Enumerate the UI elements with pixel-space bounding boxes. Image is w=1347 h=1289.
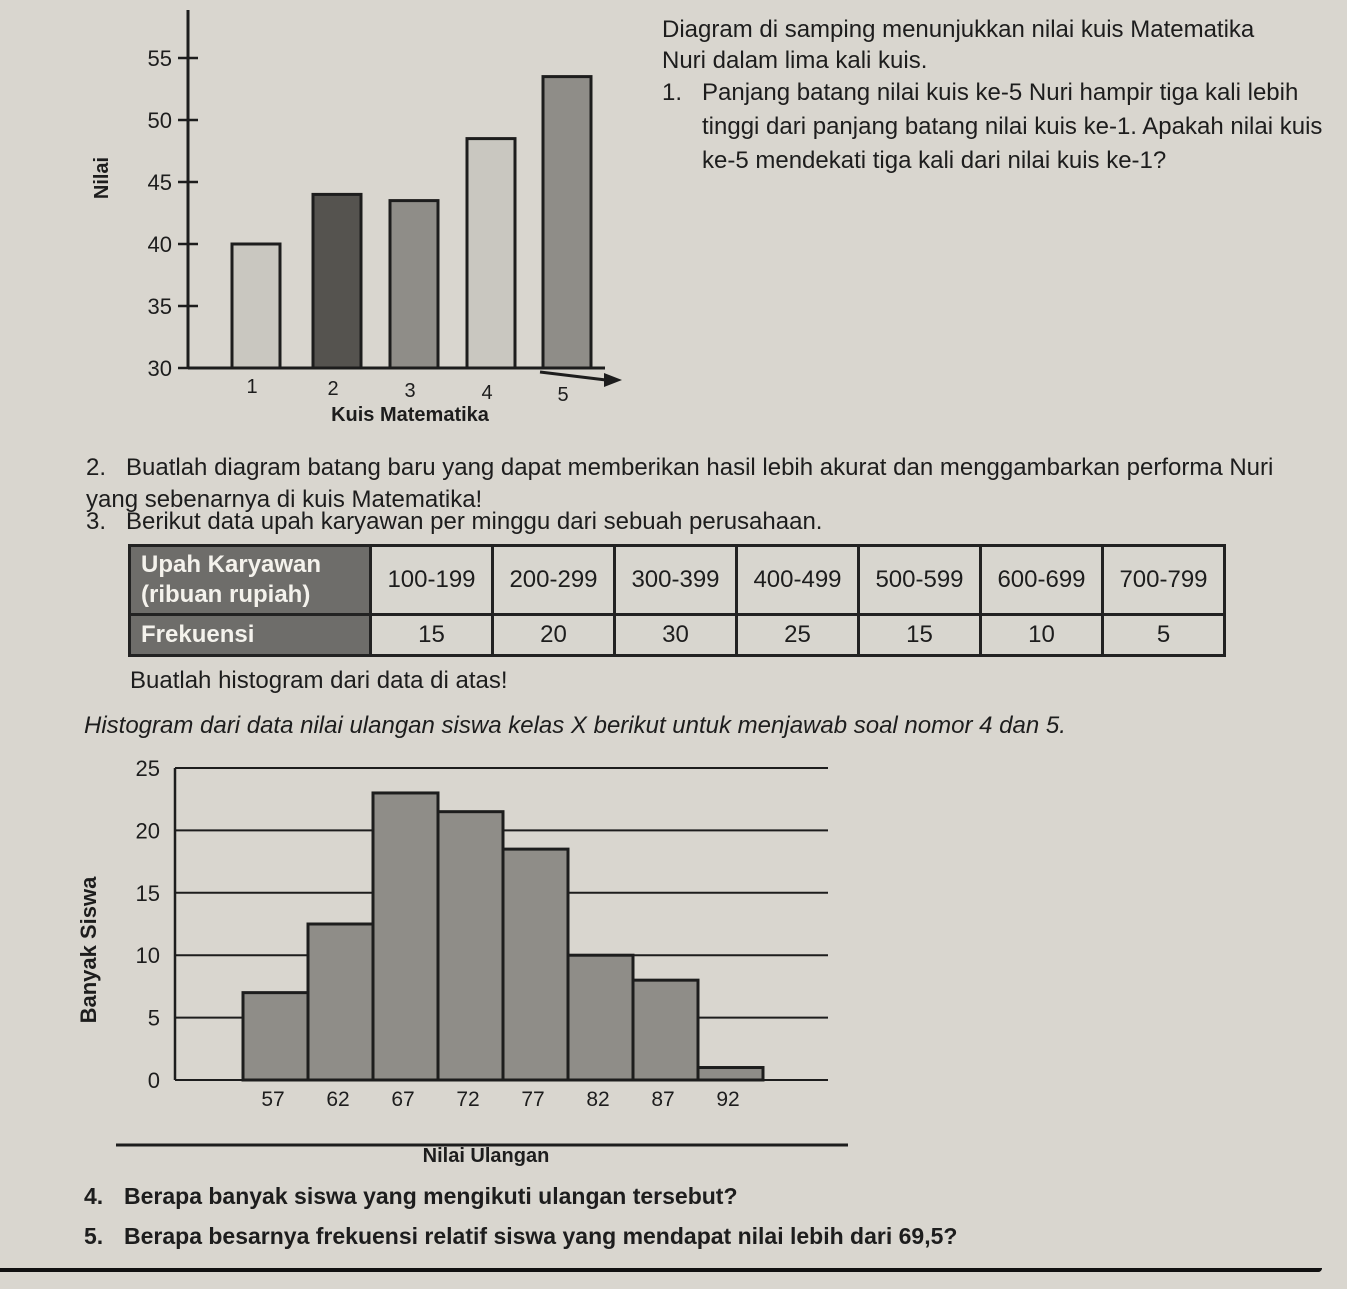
y-tick-label: 15 xyxy=(135,880,160,906)
question-3 xyxy=(86,506,1316,538)
question-2-text: Buatlah diagram batang baru yang dapat memberikan hasil lebih akurat dan menggambarkan performa Nuri yang sebenarnya di kuis Matematika! xyxy=(86,454,1274,513)
x-tick-label: 92 xyxy=(716,1088,740,1111)
question-4-number: 4. xyxy=(84,1183,104,1209)
histogram-bar xyxy=(373,793,438,1080)
question-1-text: Panjang batang nilai kuis ke-5 Nuri hampir tiga kali lebih tinggi dari panjang batang nilai kuis ke-1. Apakah nilai kuis ke-5 mendekati tiga kali dari nilai kuis ke-1? xyxy=(702,79,1323,174)
y-tick-label: 35 xyxy=(147,294,172,319)
frequency-cell: 25 xyxy=(737,615,859,656)
x-tick-label: 57 xyxy=(261,1088,285,1111)
histogram-bar xyxy=(503,849,568,1080)
score-histogram xyxy=(0,740,860,1180)
y-tick-label: 45 xyxy=(147,170,172,195)
question-3-instruction: Buatlah histogram dari data di atas! xyxy=(130,667,508,694)
wage-table xyxy=(128,544,1226,657)
frequency-cell: 5 xyxy=(1103,615,1225,656)
quiz-bar xyxy=(232,244,280,368)
histogram-bar xyxy=(633,980,698,1080)
y-tick-label: 0 xyxy=(147,1068,160,1093)
x-axis-title: Kuis Matematika xyxy=(331,404,489,426)
x-axis-arrow xyxy=(604,373,622,387)
y-axis-title: Banyak Siswa xyxy=(76,876,101,1024)
x-tick-label: 2 xyxy=(327,378,339,400)
x-tick-label: 3 xyxy=(404,380,416,402)
x-tick-label: 87 xyxy=(651,1088,675,1111)
y-tick-label: 25 xyxy=(135,756,160,781)
quiz-bar xyxy=(543,77,591,368)
x-tick-label: 72 xyxy=(456,1088,480,1111)
x-tick-label: 1 xyxy=(246,376,258,398)
quiz-bar xyxy=(467,139,515,368)
question-4 xyxy=(84,1183,738,1210)
histogram-bar xyxy=(438,812,503,1080)
x-tick-label: 5 xyxy=(557,384,569,406)
histogram-bar xyxy=(698,1068,763,1080)
y-tick-label: 20 xyxy=(135,818,160,844)
frequency-cell: 15 xyxy=(859,615,981,656)
intro-line-2: Nuri dalam lima kali kuis. xyxy=(662,47,928,74)
wage-range-cell: 100-199 xyxy=(371,546,493,615)
quiz-bar xyxy=(390,201,438,368)
quiz-bar xyxy=(313,194,361,368)
quiz-bar-chart xyxy=(0,0,640,440)
wage-range-cell: 200-299 xyxy=(493,546,615,615)
frequency-cell: 30 xyxy=(615,615,737,656)
x-axis-line-end xyxy=(540,372,606,380)
y-tick-label: 55 xyxy=(147,46,172,71)
frequency-cell: 15 xyxy=(371,615,493,656)
question-5-text: Berapa besarnya frekuensi relatif siswa yang mendapat nilai lebih dari 69,5? xyxy=(124,1223,958,1249)
y-tick-label: 5 xyxy=(147,1005,160,1031)
x-tick-label: 67 xyxy=(391,1088,415,1111)
x-tick-label: 62 xyxy=(326,1088,350,1111)
question-5 xyxy=(84,1223,957,1250)
y-tick-label: 40 xyxy=(147,232,172,257)
y-tick-label: 50 xyxy=(147,108,172,133)
chart-intro xyxy=(662,14,1334,76)
x-axis-title: Nilai Ulangan xyxy=(422,1145,550,1167)
histogram-intro: Histogram dari data nilai ulangan siswa kelas X berikut untuk menjawab soal nomor 4 dan 5. xyxy=(84,712,1066,739)
question-1 xyxy=(662,76,1334,178)
y-axis-title: Nilai xyxy=(91,156,113,200)
y-tick-label: 30 xyxy=(147,356,172,381)
y-tick-label: 10 xyxy=(135,943,160,969)
histogram-bar xyxy=(308,924,373,1080)
question-5-number: 5. xyxy=(84,1223,104,1249)
wage-range-cell: 300-399 xyxy=(615,546,737,615)
question-3-text: Berikut data upah karyawan per minggu dari sebuah perusahaan. xyxy=(126,508,823,535)
wage-range-cell: 600-699 xyxy=(981,546,1103,615)
wage-range-cell: 700-799 xyxy=(1103,546,1225,615)
x-tick-label: 4 xyxy=(481,382,493,404)
wage-range-cell: 400-499 xyxy=(737,546,859,615)
page-frame xyxy=(0,1268,1322,1272)
frequency-cell: 10 xyxy=(981,615,1103,656)
wage-range-cell: 500-599 xyxy=(859,546,981,615)
histogram-bar xyxy=(243,993,308,1080)
question-2-number: 2. xyxy=(86,454,107,481)
question-3-number: 3. xyxy=(86,508,107,535)
x-tick-label: 77 xyxy=(521,1088,545,1111)
question-1-number: 1. xyxy=(662,79,683,106)
question-4-text: Berapa banyak siswa yang mengikuti ulangan tersebut? xyxy=(124,1183,738,1209)
x-tick-label: 82 xyxy=(586,1088,610,1111)
wage-header-label: Upah Karyawan (ribuan rupiah) xyxy=(130,546,371,615)
frequency-label: Frekuensi xyxy=(130,615,371,656)
frequency-cell: 20 xyxy=(493,615,615,656)
histogram-bar xyxy=(568,955,633,1080)
intro-line-1: Diagram di samping menunjukkan nilai kuis Matematika xyxy=(662,16,1255,43)
